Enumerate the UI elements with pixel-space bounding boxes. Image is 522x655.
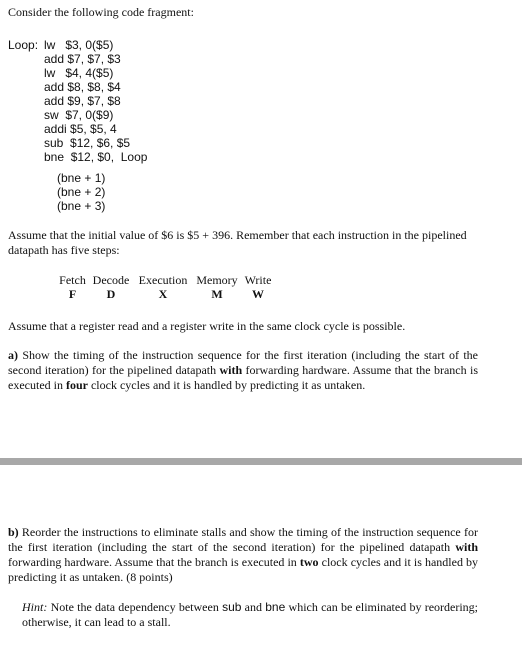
stage-letter: M xyxy=(211,287,223,301)
stage-letter: D xyxy=(106,287,116,301)
question-b-text: Reorder the instructions to eliminate stalls and show the timing of the instruction sequence for the first iteration (including the start of the second iteration) for the pipelined datapath xyxy=(8,525,478,554)
hint-code: bne xyxy=(265,600,286,614)
question-b-text: clock cycles and it is handled by predicting it as untaken. (8 points) xyxy=(8,555,479,584)
stage-letter: W xyxy=(252,287,264,301)
hint-text: Note the data dependency between xyxy=(47,600,223,614)
code-line: add $8, $8, $4 xyxy=(44,80,121,94)
post-branch-block xyxy=(57,171,105,213)
stage-name: Decode xyxy=(92,273,130,287)
code-line: lw $4, 4($5) xyxy=(44,66,114,80)
hint-code: sub xyxy=(222,600,242,614)
code-line: bne $12, $0, Loop xyxy=(44,150,148,164)
question-a-emphasis: with xyxy=(219,363,243,377)
section-divider xyxy=(0,458,522,465)
code-line: add $9, $7, $8 xyxy=(44,94,121,108)
code-line: (bne + 1) xyxy=(57,171,106,185)
question-b-emphasis: two xyxy=(299,555,319,569)
hint-text: which can be eliminated by reordering; otherwise, it can lead to a stall. xyxy=(22,600,479,629)
question-a-text: Show the timing of the instruction sequence for the first iteration (including the start of the second iteration) for the pipelined datapath xyxy=(8,348,478,377)
question-a-label: a) xyxy=(8,348,18,362)
question-b-emphasis: with xyxy=(455,540,478,554)
hint xyxy=(22,600,478,630)
assume-register-text: Assume that a register read and a register write in the same clock cycle is possible. xyxy=(8,319,406,333)
hint-label: Hint: xyxy=(22,600,48,614)
hint-text: and xyxy=(241,600,266,614)
intro-text: Consider the following code fragment: xyxy=(8,5,194,19)
code-line: (bne + 2) xyxy=(57,185,106,199)
stage-name: Fetch xyxy=(59,273,86,287)
question-a-text: forwarding hardware. Assume that the branch is executed in xyxy=(8,363,479,392)
question-b-label: b) xyxy=(8,525,19,539)
stage-name: Execution xyxy=(138,273,188,287)
stage-letter: F xyxy=(68,287,77,301)
code-line: sw $7, 0($9) xyxy=(44,108,114,122)
code-line: addi $5, $5, 4 xyxy=(44,122,117,136)
stage-name: Write xyxy=(244,273,272,287)
code-block xyxy=(44,38,147,164)
code-line: (bne + 3) xyxy=(57,199,106,213)
question-b-text: forwarding hardware. Assume that the branch is executed in xyxy=(8,555,300,569)
question-a-text: clock cycles and it is handled by predicting it as untaken. xyxy=(87,378,366,392)
loop-label: Loop: xyxy=(8,38,39,52)
question-a xyxy=(8,348,478,393)
code-line: lw $3, 0($5) xyxy=(44,38,114,52)
question-a-emphasis: four xyxy=(65,378,88,392)
stage-letters xyxy=(56,287,275,302)
assume-paragraph: Assume that the initial value of $6 is $5 + 396. Remember that each instruction in the pipelined datapath has five steps: xyxy=(8,228,467,257)
code-line: add $7, $7, $3 xyxy=(44,52,121,66)
stage-name: Memory xyxy=(196,273,238,287)
code-line: sub $12, $6, $5 xyxy=(44,136,131,150)
stage-letter: X xyxy=(158,287,168,301)
stage-names xyxy=(56,273,275,288)
question-b xyxy=(8,525,478,585)
